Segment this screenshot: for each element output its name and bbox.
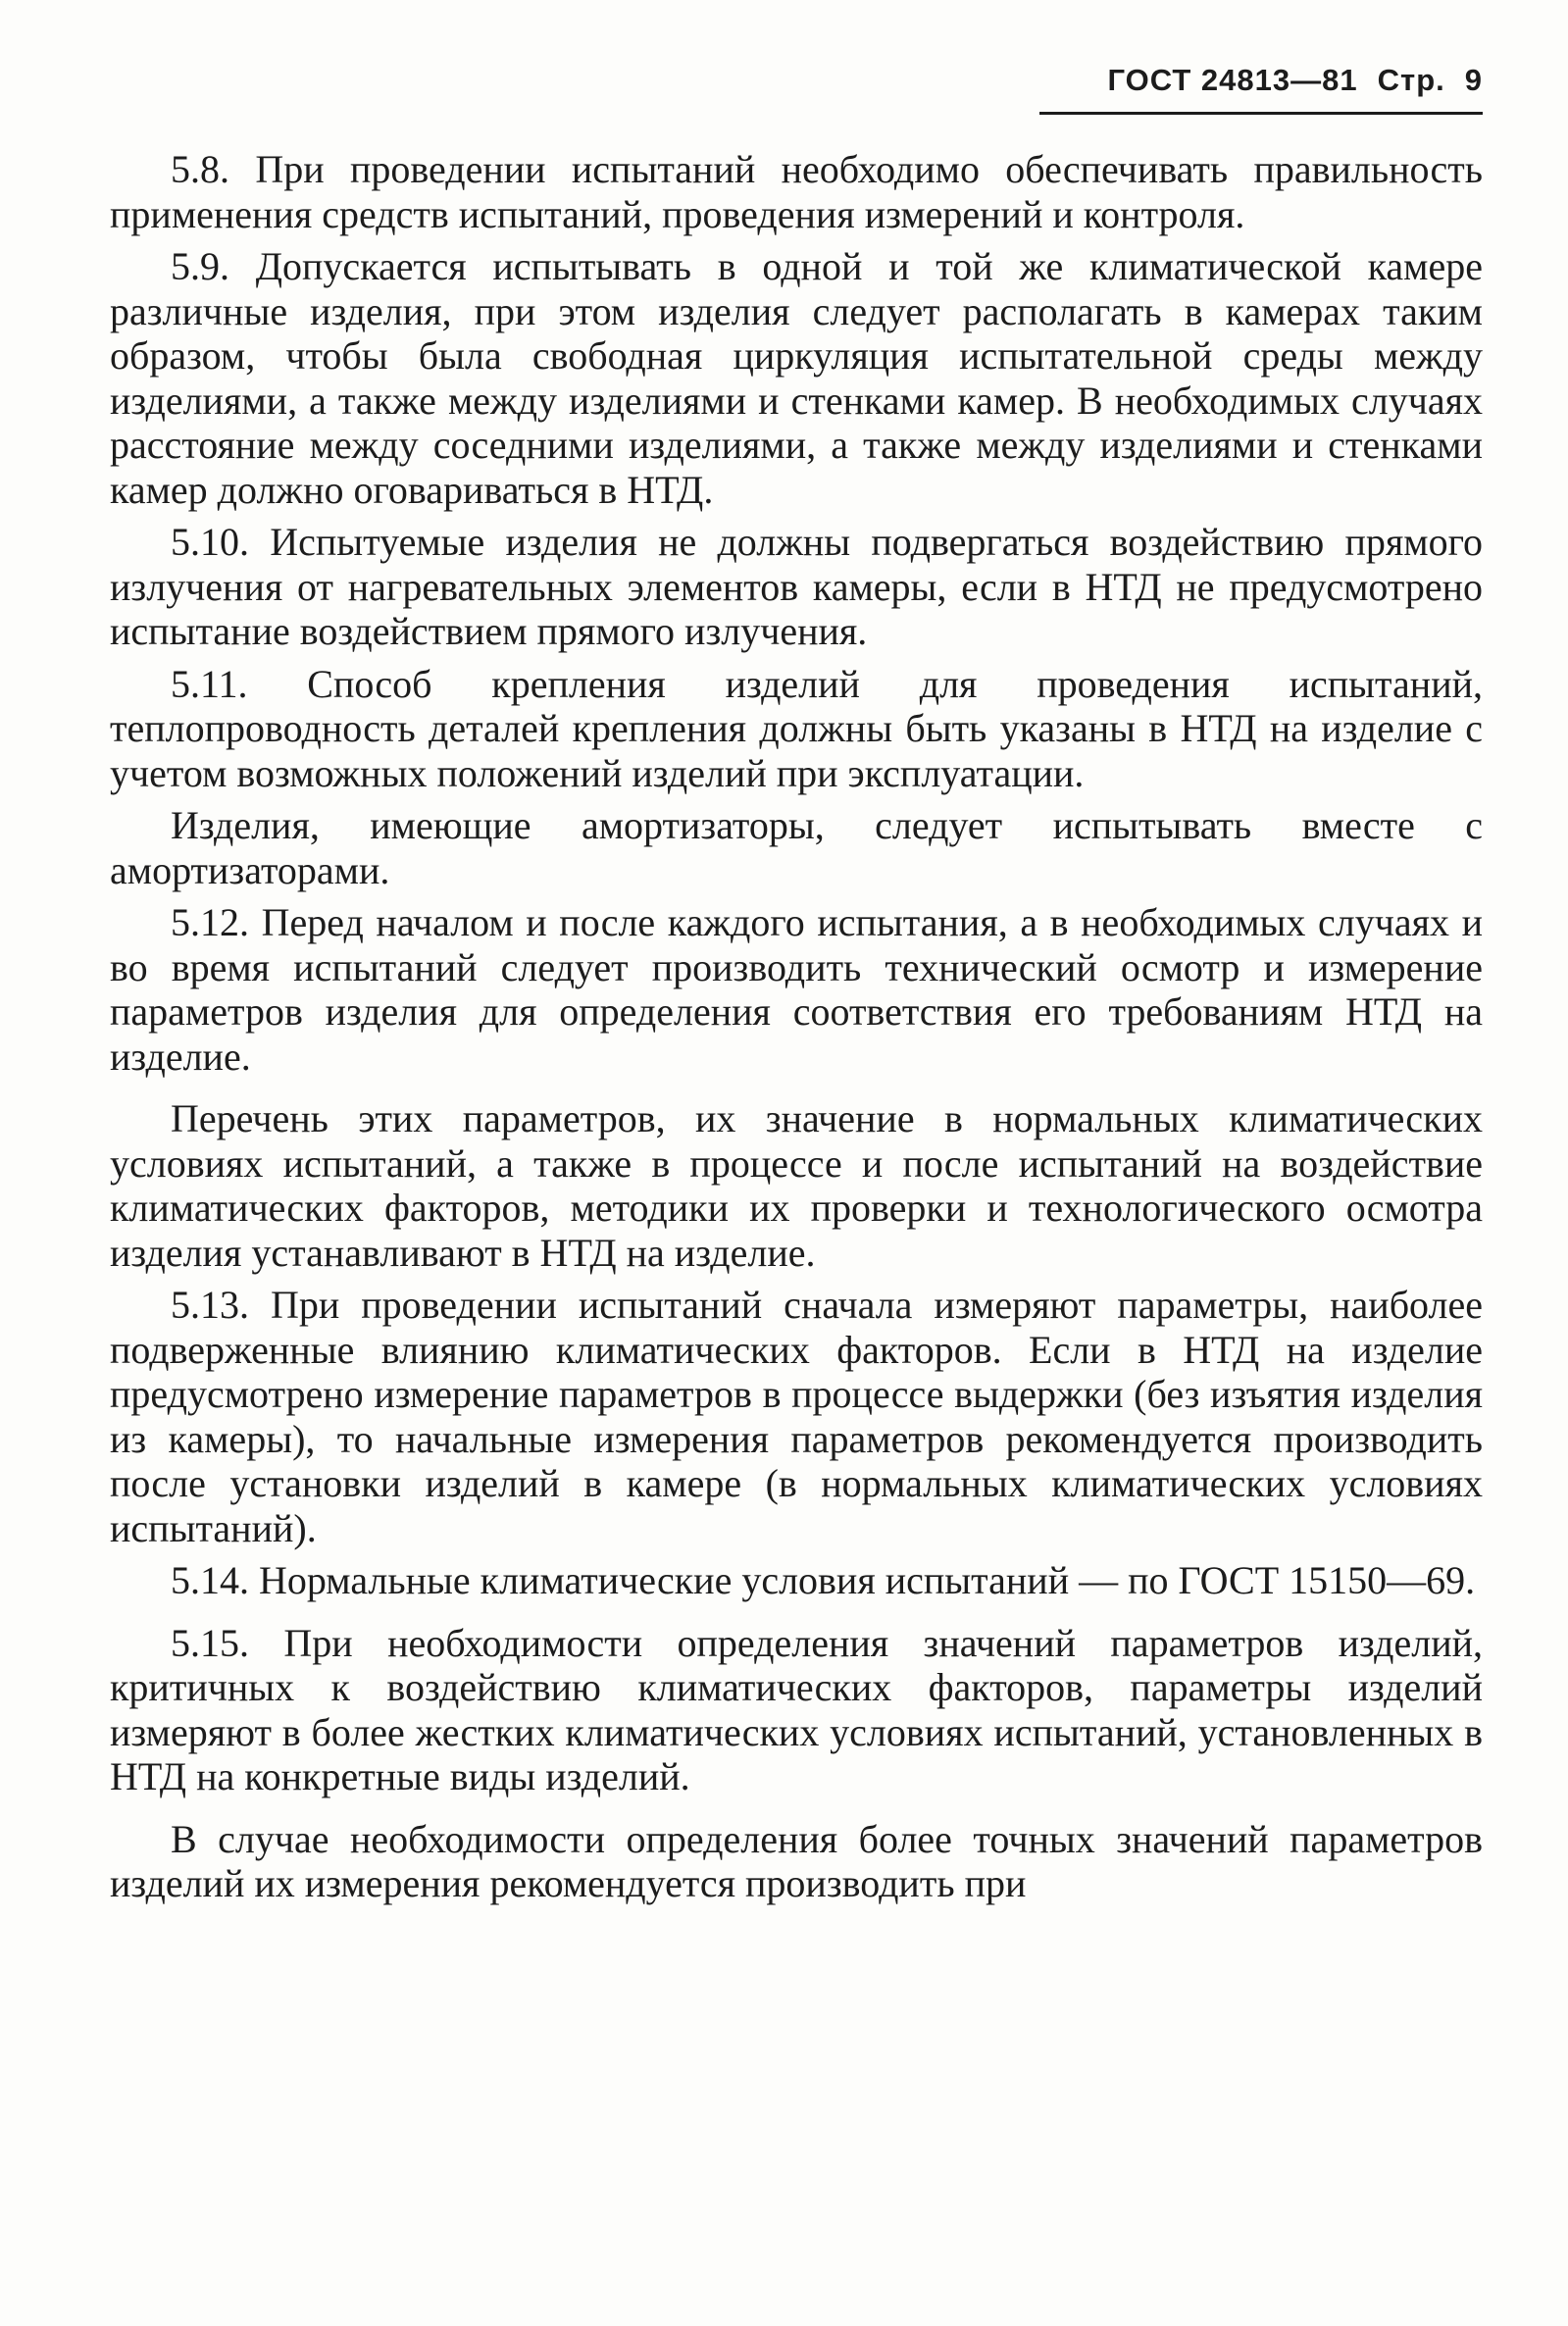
clause-5-11: 5.11. Способ крепления изделий для проведения испытаний, теплопроводность деталей крепления должны быть указаны в НТД на изделие с учетом возможных положений изделий при эксплуатации. xyxy=(110,661,1483,795)
clause-5-14: 5.14. Нормальные климатические условия испытаний — по ГОСТ 15150—69. xyxy=(171,1558,1476,1602)
clause-5-9: 5.9. Допускается испытывать в одной и той же климатической камере различные изделия, при этом изделия следует располагать в камерах таким образом, чтобы была свободная циркуляция испытательной среды между изделиями, а также между изделиями и стенками камер. В необходимых случаях расстояние между соседними изделиями, а также между изделиями и стенками камер должно оговариваться в НТД. xyxy=(110,244,1483,512)
standard-number: ГОСТ 24813—81 xyxy=(1107,63,1358,97)
clause-5-11-note: Изделия, имеющие амортизаторы, следует испытывать вместе с амортизаторами. xyxy=(110,803,1483,892)
clause-5-8: 5.8. При проведении испытаний необходимо обеспечивать правильность применения средств испытаний, проведения измерений и контроля. xyxy=(110,147,1483,236)
clause-5-10: 5.10. Испытуемые изделия не должны подвергаться воздействию прямого излучения от нагревательных элементов камеры, если в НТД не предусмотрено испытание воздействием прямого излучения. xyxy=(110,520,1483,653)
clause-5-15: 5.15. При необходимости определения значений параметров изделий, критичных к воздействию климатических факторов, параметры изделий измеряют в более жестких климатических условиях испытаний, установленных в НТД на конкретные виды изделий. xyxy=(110,1620,1483,1798)
clause-5-13: 5.13. При проведении испытаний сначала измеряют параметры, наиболее подверженные влиянию климатических факторов. Если в НТД на изделие предусмотрено измерение параметров в процессе выдержки (без изъятия изделия из камеры), то начальные измерения параметров рекомендуется производить после установки изделий в камере (в нормальных климатических условиях испытаний). xyxy=(110,1283,1483,1550)
page-label: Стр. xyxy=(1377,63,1445,97)
header-rule xyxy=(1039,112,1483,115)
clause-5-15-note: В случае необходимости определения более точных значений параметров изделий их измерения рекомендуется производить при xyxy=(110,1816,1483,1905)
clause-5-12-note: Перечень этих параметров, их значение в нормальных климатических условиях испытаний, а также в процессе и после испытаний на воздействие климатических факторов, методики их проверки и технологического осмотра изделия устанавливают в НТД на изделие. xyxy=(110,1096,1483,1275)
page-header xyxy=(1039,63,1483,98)
document-body xyxy=(110,147,1483,1906)
clause-5-12: 5.12. Перед началом и после каждого испытания, а в необходимых случаях и во время испытаний следует производить технический осмотр и измерение параметров изделия для определения соответствия его требованиям НТД на изделие. xyxy=(110,900,1483,1079)
page-number: 9 xyxy=(1464,63,1483,97)
